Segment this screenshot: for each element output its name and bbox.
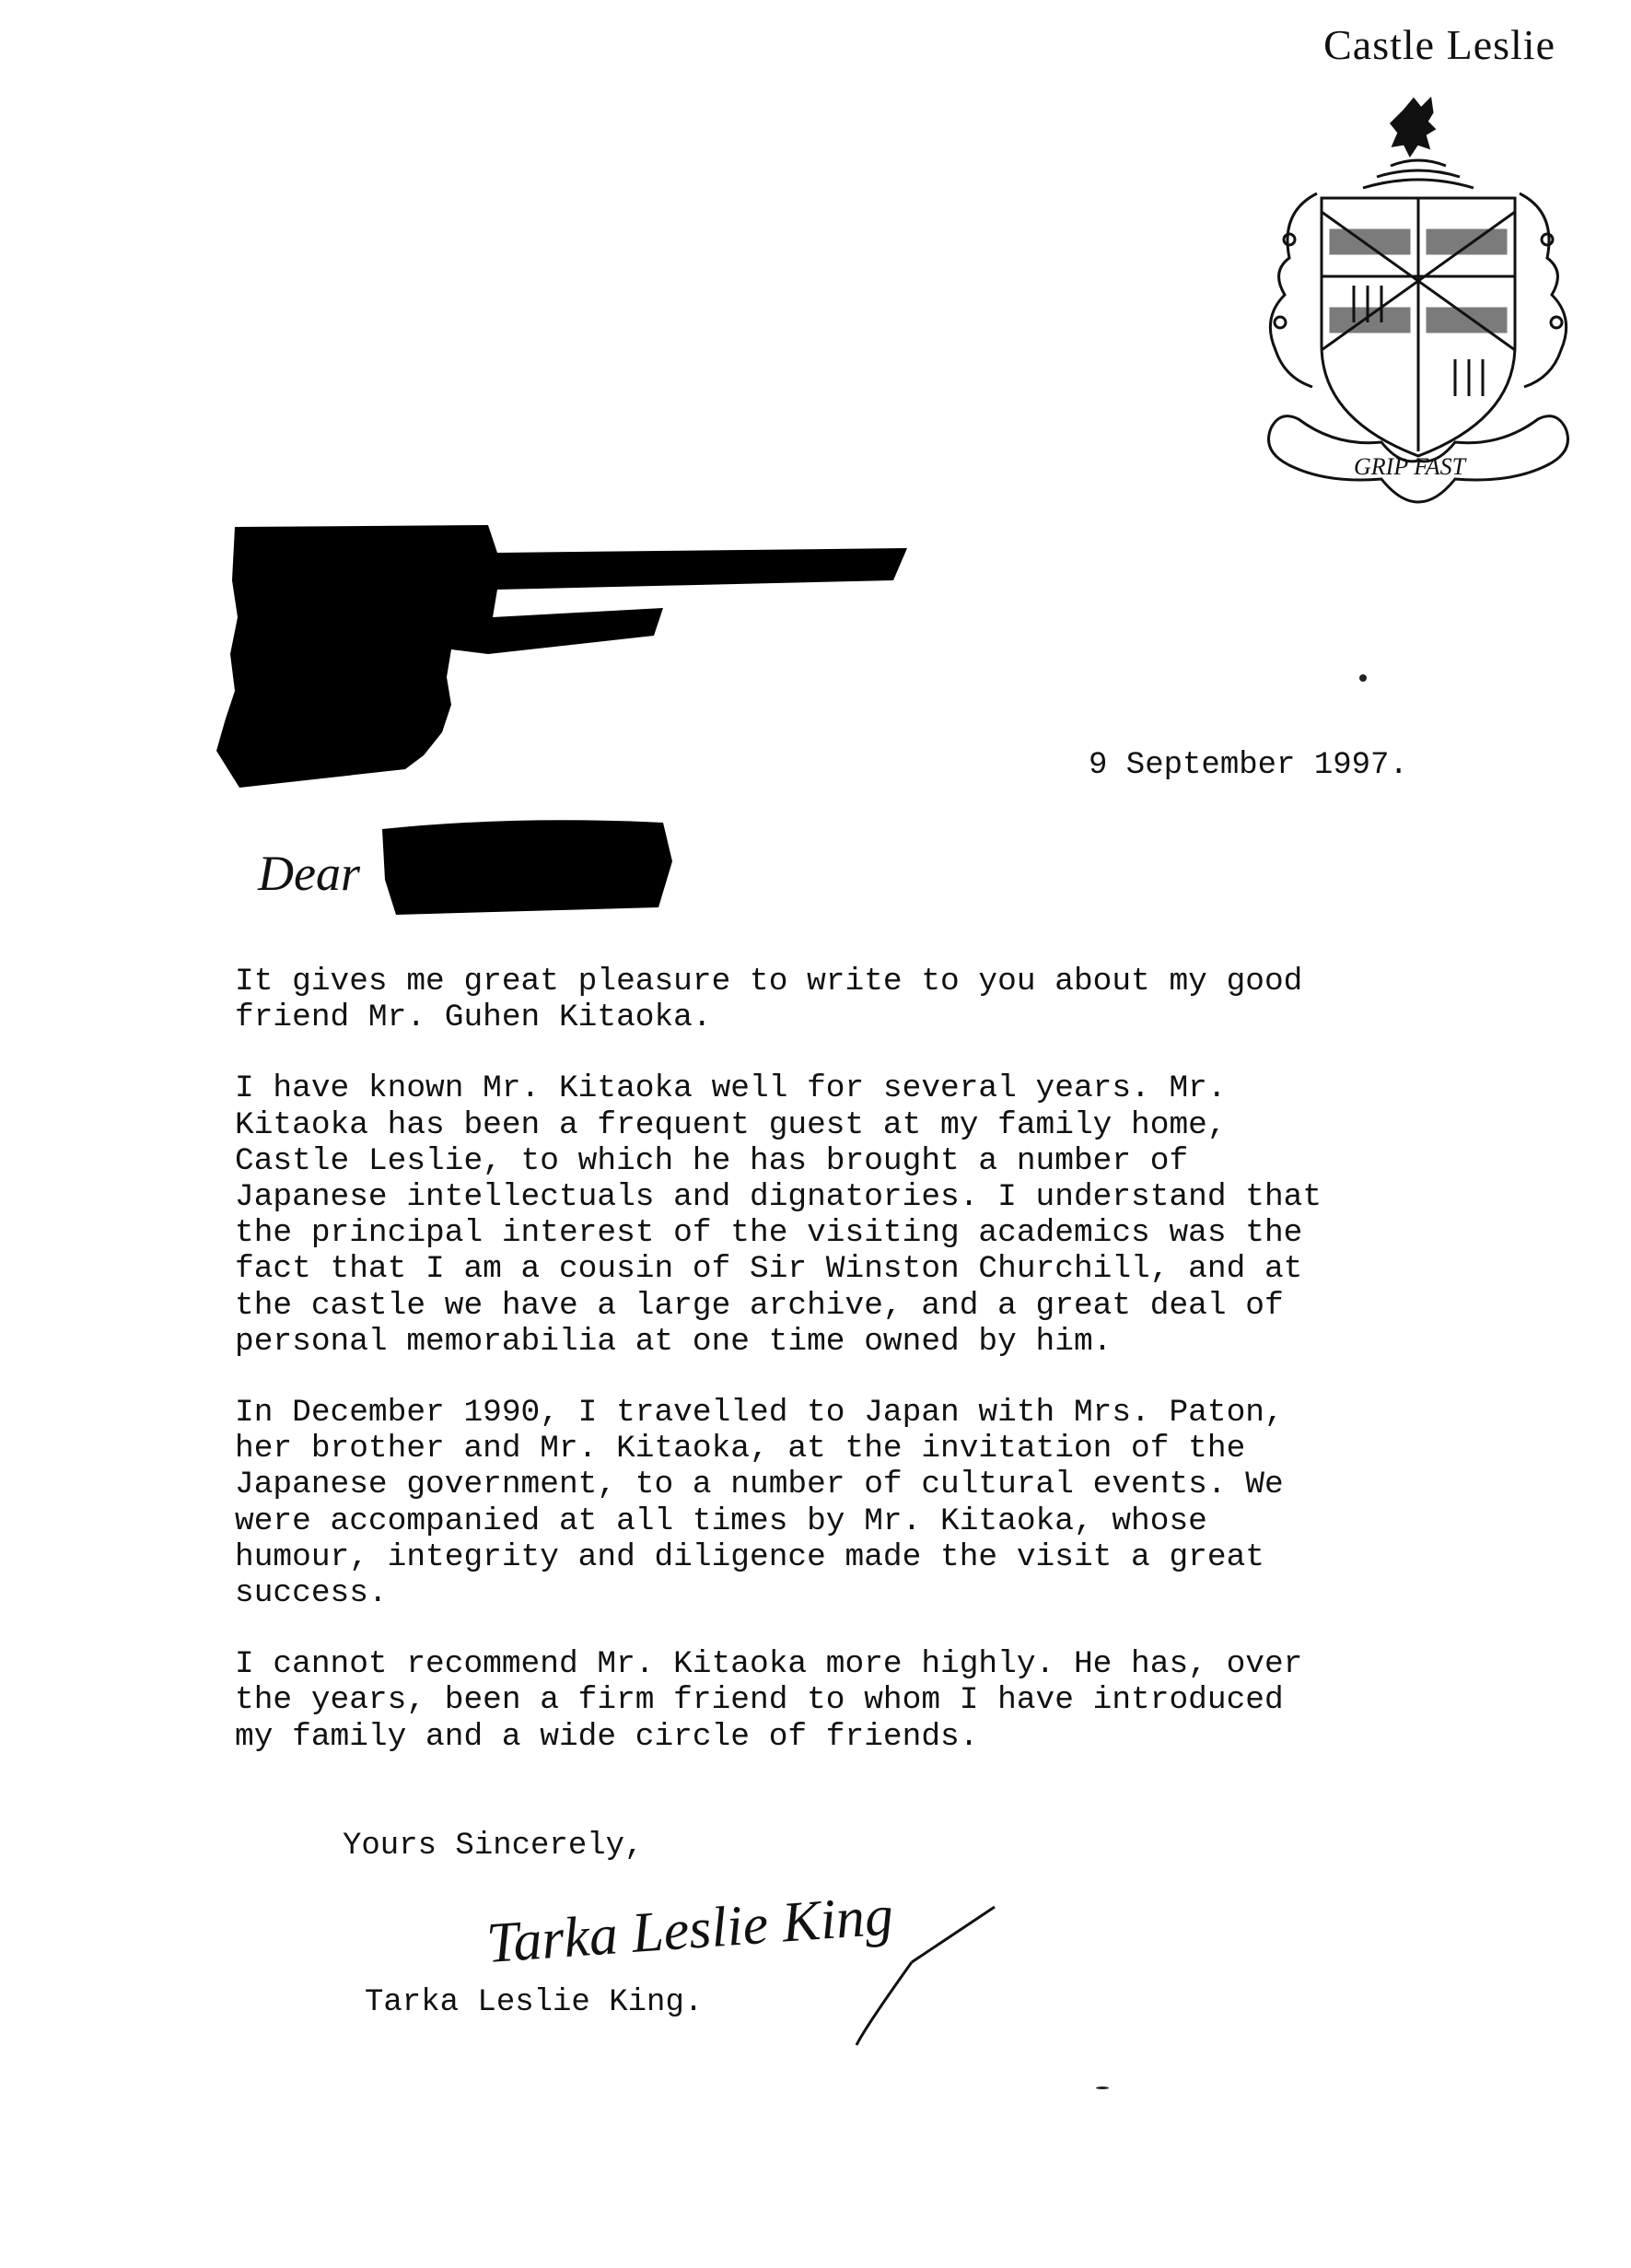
redacted-recipient-name	[378, 815, 677, 917]
letter-date: 9 September 1997.	[1089, 748, 1408, 783]
svg-text:Dear: Dear	[258, 846, 360, 901]
paragraph-acquaintance: I have known Mr. Kitaoka well for several years. Mr. Kitaoka has been a frequent guest at my family home, Castle Leslie, to which he has brought a number of Japanese intellectuals and dignatories. I understand that the principal interest of the visiting academics was the fact that I am a cousin of Sir Winston Churchill, and at the castle we have a large archive, and a great deal of personal memorabilia at one time owned by him.	[235, 1070, 1322, 1360]
signer-name: Tarka Leslie King.	[365, 1985, 704, 2020]
letterhead-title: Castle Leslie	[1323, 21, 1555, 68]
letter-closing: Yours Sincerely,	[343, 1829, 644, 1864]
letter-body	[235, 964, 1543, 1790]
redacted-address-block	[212, 516, 921, 801]
crest-motto: GRIP FAST	[1354, 453, 1466, 480]
handwritten-salutation	[254, 835, 383, 918]
paragraph-recommendation: I cannot recommend Mr. Kitaoka more highly. He has, over the years, been a firm friend to whom I have introduced my family and a wide circle of friends.	[235, 1646, 1303, 1755]
coat-of-arms-crest-icon	[1252, 92, 1584, 553]
paragraph-japan-visit: In December 1990, I travelled to Japan with Mrs. Paton, her brother and Mr. Kitaoka, at the invitation of the Japanese government, to a number of cultural events. We were accompanied at all times by Mr. Kitaoka, whose humour, integrity and diligence made the visit a great success.	[235, 1395, 1284, 1612]
scan-speck	[1359, 674, 1367, 682]
paragraph-introduction: It gives me great pleasure to write to you about my good friend Mr. Guhen Kitaoka.	[235, 964, 1303, 1036]
handwritten-signature	[479, 1879, 1013, 2054]
scan-speck	[1096, 2087, 1109, 2089]
svg-text:Tarka Leslie King: Tarka Leslie King	[484, 1884, 896, 1975]
